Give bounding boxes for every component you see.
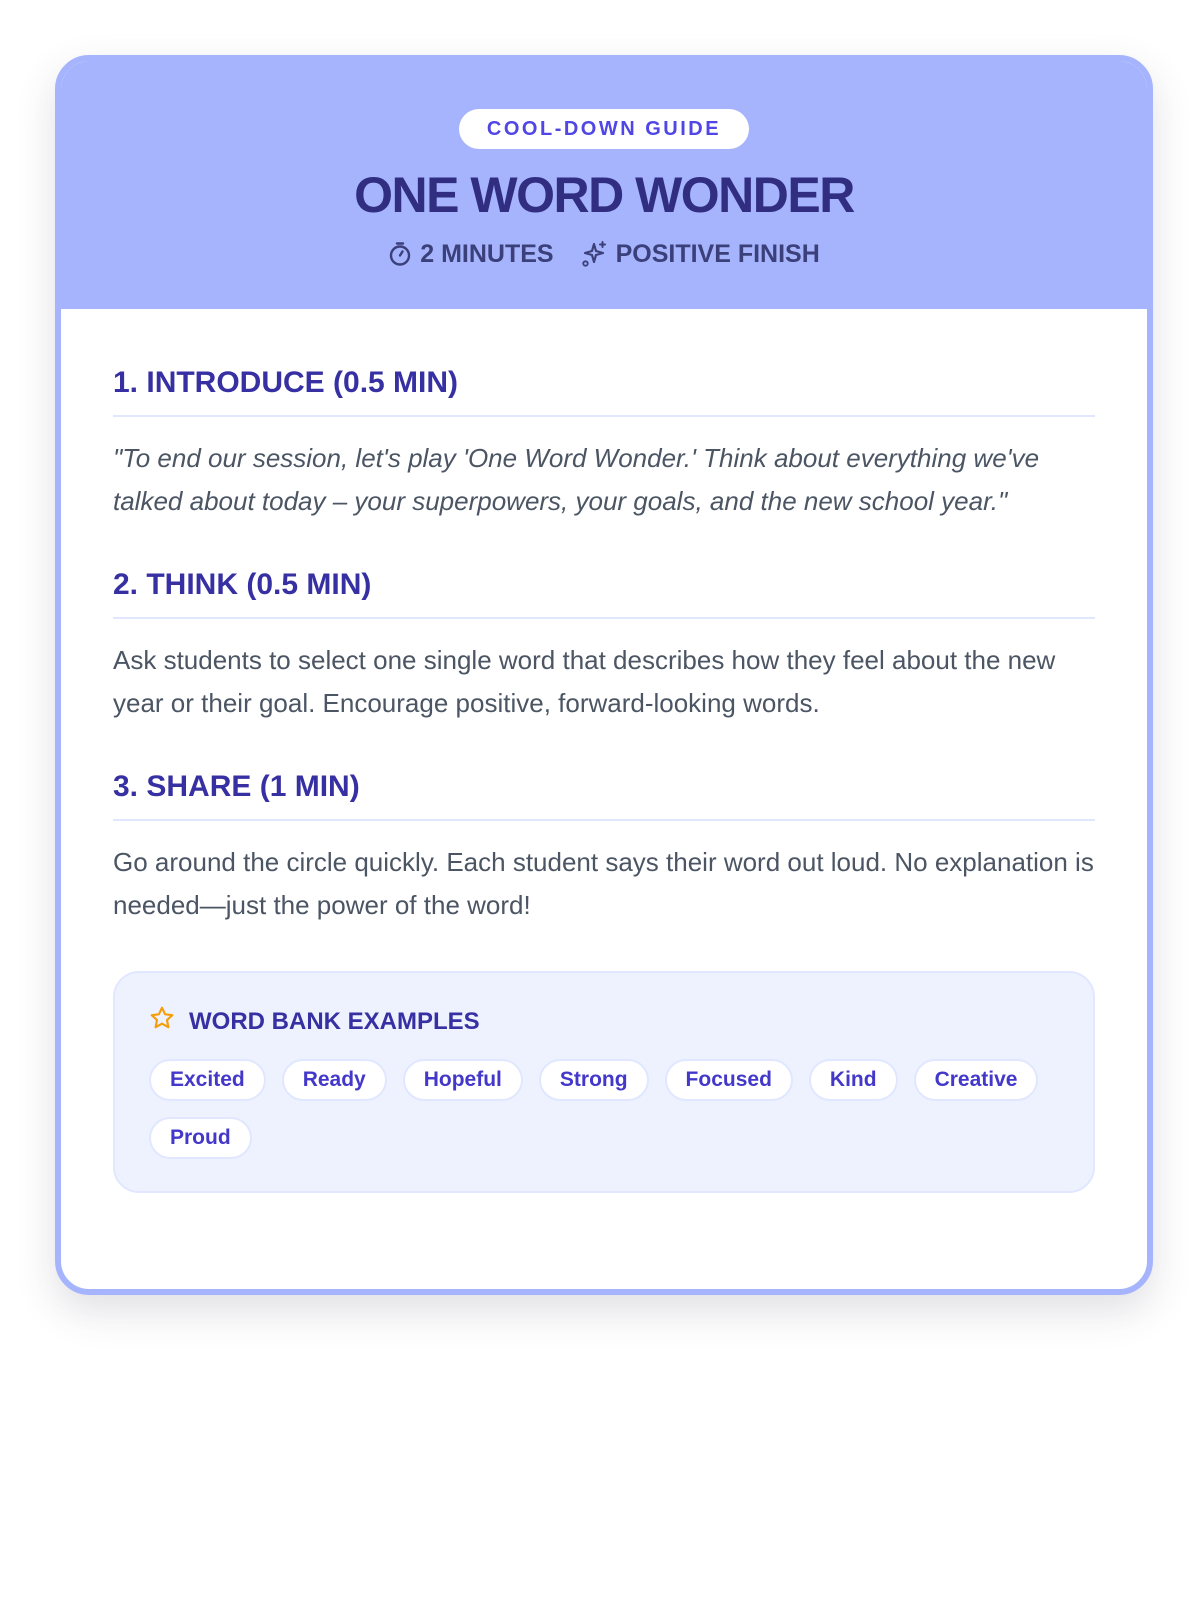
category-badge: COOL-DOWN GUIDE xyxy=(459,109,749,149)
star-icon xyxy=(149,1005,175,1039)
word-chip-hopeful: Hopeful xyxy=(403,1059,523,1101)
word-chip-excited: Excited xyxy=(149,1059,266,1101)
word-chip-list xyxy=(149,1059,1059,1159)
word-chip-ready: Ready xyxy=(282,1059,387,1101)
meta-focus-label: POSITIVE FINISH xyxy=(615,240,820,268)
section-share-body: Go around the circle quickly. Each student says their word out loud. No explanation is needed—just the power of the word! xyxy=(113,847,1094,920)
card-header xyxy=(61,61,1147,309)
section-introduce-body: "To end our session, let's play 'One Word Wonder.' Think about everything we've talked about today – your superpowers, your goals, and the new school year." xyxy=(113,443,1040,516)
section-introduce-heading: 1. INTRODUCE (0.5 MIN) xyxy=(113,365,1095,417)
meta-row xyxy=(61,239,1147,269)
word-chip-creative: Creative xyxy=(914,1059,1039,1101)
word-chip-kind: Kind xyxy=(809,1059,898,1101)
card-content xyxy=(61,309,1147,1193)
meta-duration-label: 2 MINUTES xyxy=(420,240,554,268)
word-chip-proud: Proud xyxy=(149,1117,252,1159)
word-bank-header xyxy=(149,1005,1059,1039)
word-chip-focused: Focused xyxy=(665,1059,793,1101)
section-think-body: Ask students to select one single word that describes how they feel about the new year or their goal. Encourage positive, forward-looking words. xyxy=(113,645,1056,718)
sparkles-icon xyxy=(580,240,608,268)
page-title: ONE WORD WONDER xyxy=(354,167,854,223)
timer-icon xyxy=(388,241,412,267)
word-chip-strong: Strong xyxy=(539,1059,649,1101)
word-bank-panel xyxy=(113,971,1095,1193)
section-think-heading: 2. THINK (0.5 MIN) xyxy=(113,567,1095,619)
word-bank-title: WORD BANK EXAMPLES xyxy=(189,1008,480,1035)
section-share-heading: 3. SHARE (1 MIN) xyxy=(113,769,1095,821)
cool-down-card xyxy=(55,55,1153,1295)
meta-focus xyxy=(580,239,820,269)
meta-duration xyxy=(388,239,553,269)
